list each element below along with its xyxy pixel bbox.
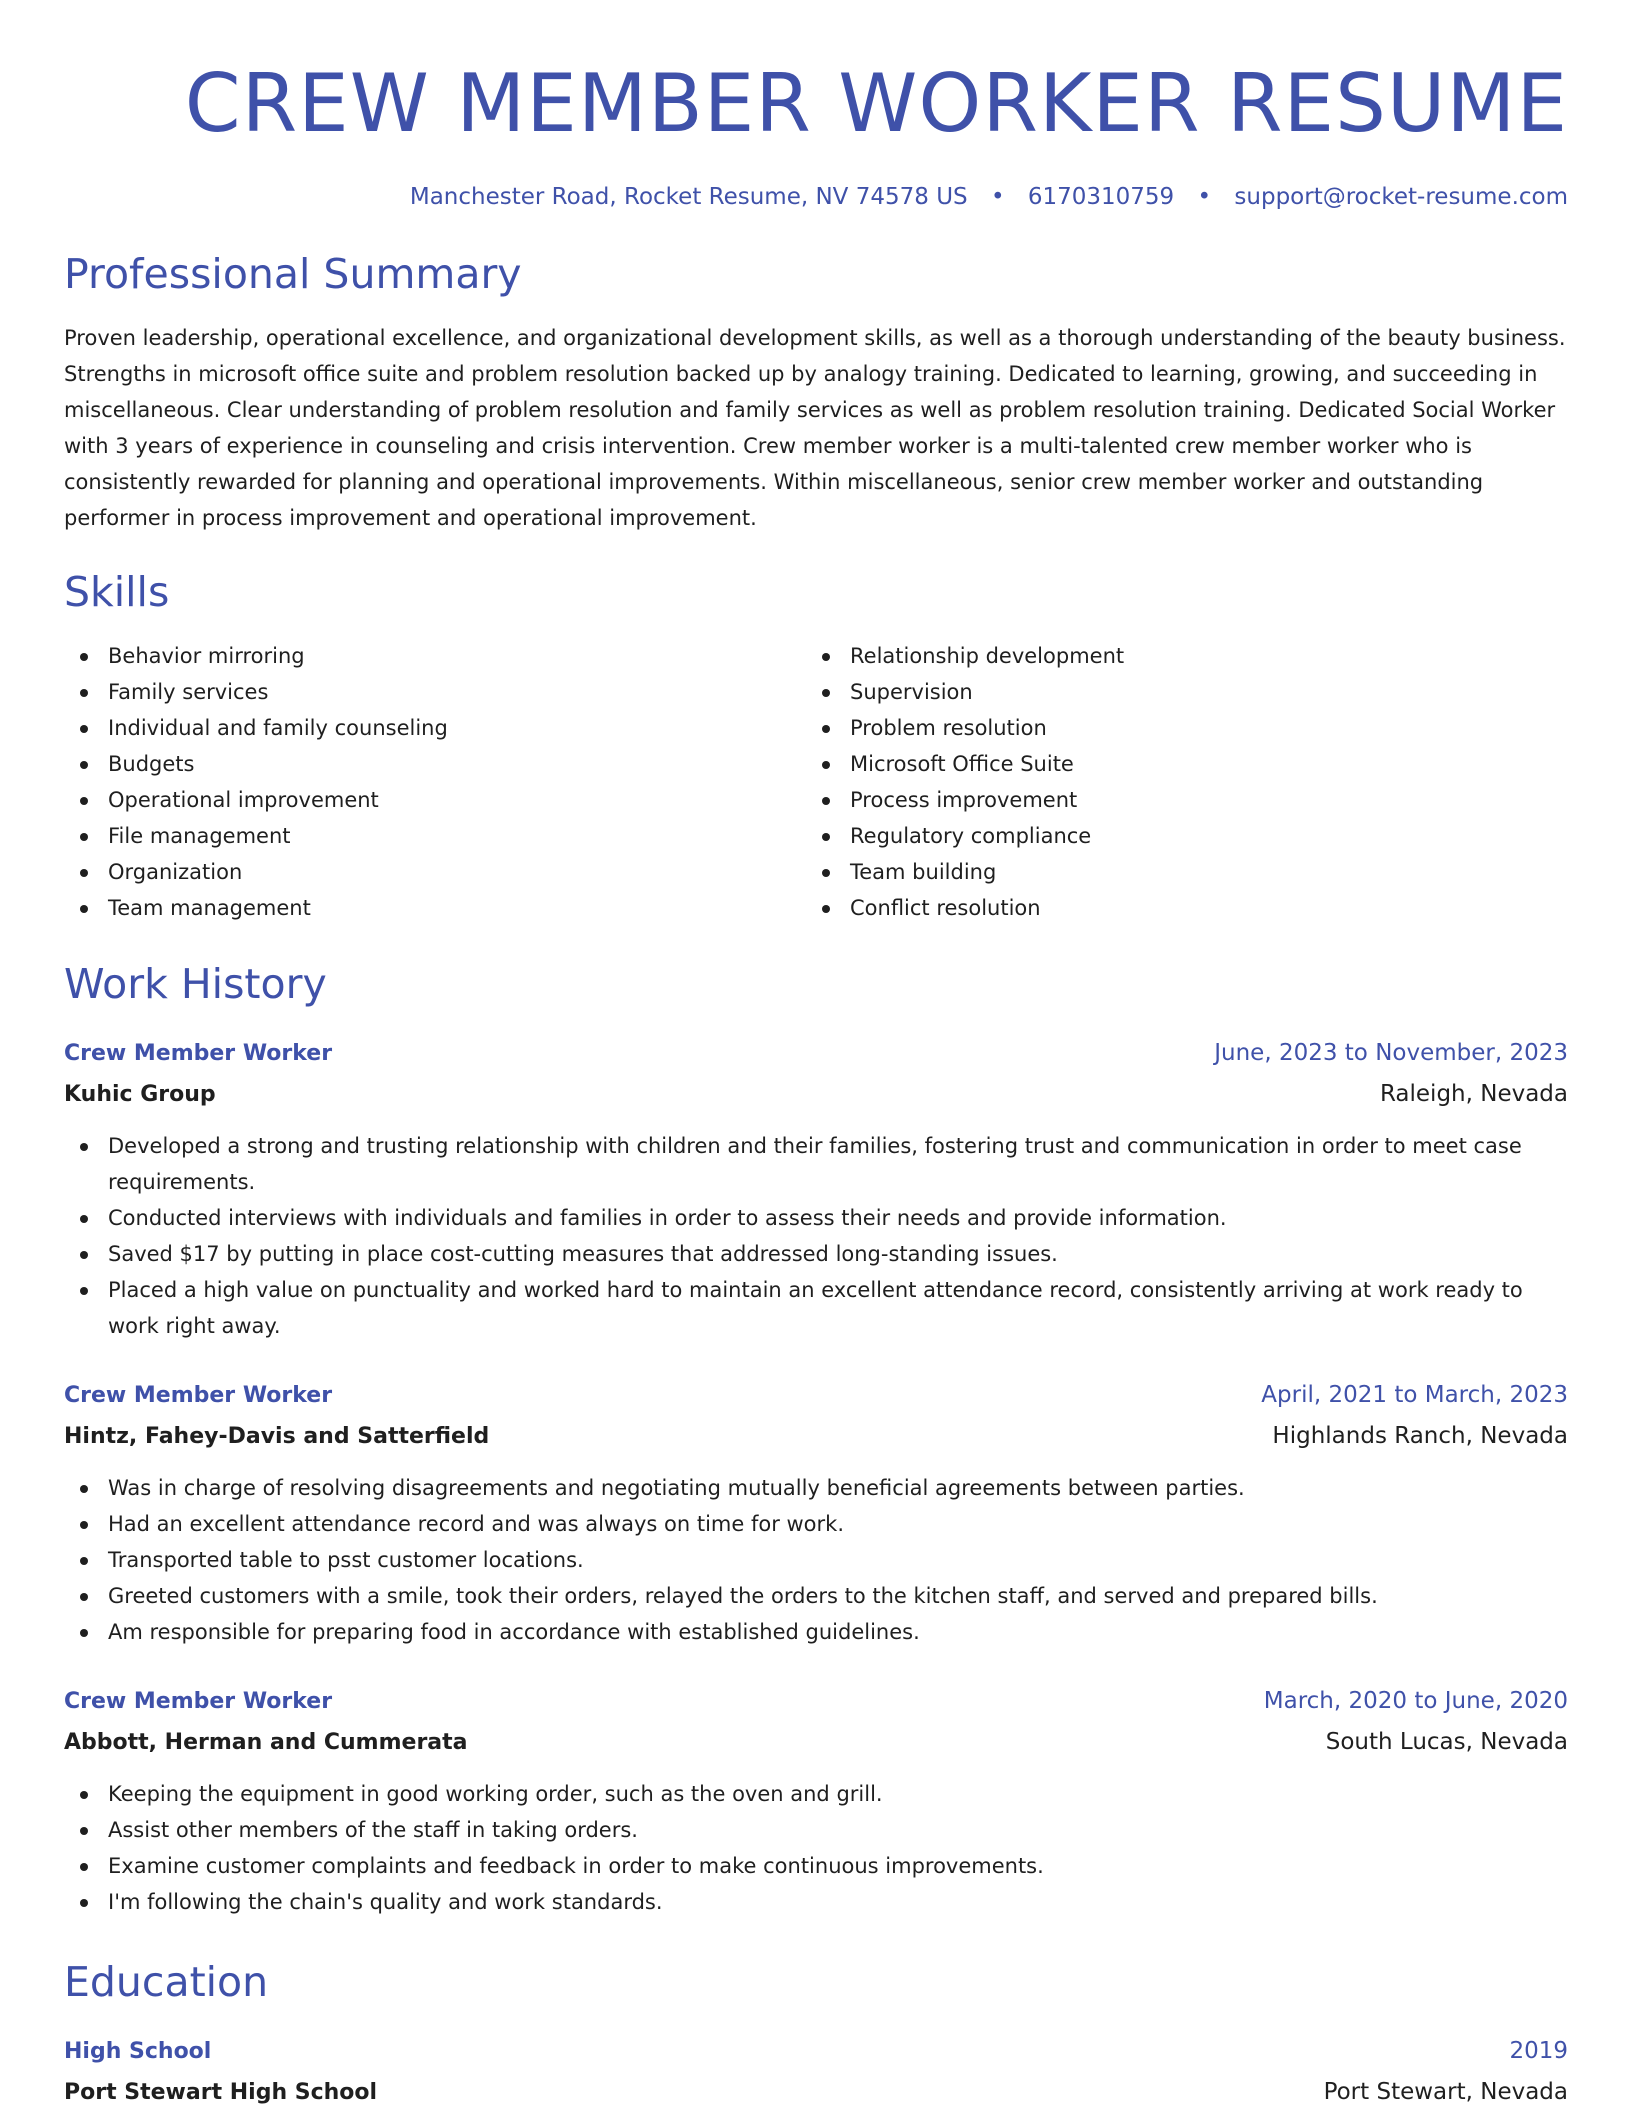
duty-list	[64, 1128, 1568, 1344]
company-name: Hintz, Fahey-Davis and Satterfield	[64, 1424, 490, 1449]
summary-heading: Professional Summary	[64, 250, 522, 298]
skill-item: Relationship development	[806, 638, 1548, 674]
duty-item: Saved $17 by putting in place cost-cutting measures that addressed long-standing issues.	[64, 1236, 1568, 1272]
duty-item: Had an excellent attendance record and was always on time for work.	[64, 1506, 1568, 1542]
duty-item: I'm following the chain's quality and work standards.	[64, 1884, 1568, 1920]
degree: High School	[64, 2039, 212, 2064]
education-entry	[64, 2034, 1568, 2110]
job-title: Crew Member Worker	[64, 1383, 333, 1408]
duty-item: Conducted interviews with individuals and families in order to assess their needs and provide information.	[64, 1200, 1568, 1236]
skill-item: Behavior mirroring	[64, 638, 806, 674]
school-location: Port Stewart, Nevada	[1323, 2079, 1568, 2105]
contact-address: Manchester Road, Rocket Resume, NV 74578 US	[409, 184, 968, 210]
job-location: Highlands Ranch, Nevada	[1272, 1423, 1568, 1449]
duty-list	[64, 1470, 1568, 1650]
bullet-separator-icon: •	[1197, 184, 1212, 210]
contact-email: support@rocket-resume.com	[1234, 184, 1568, 210]
job-entry	[64, 1684, 1568, 1920]
resume-title: CREW MEMBER WORKER RESUME	[184, 57, 1568, 150]
contact-phone: 6170310759	[1027, 184, 1175, 210]
skills-heading: Skills	[64, 568, 170, 616]
job-location: South Lucas, Nevada	[1325, 1729, 1568, 1755]
skill-item: Regulatory compliance	[806, 818, 1548, 854]
school-name: Port Stewart High School	[64, 2080, 378, 2105]
skill-item: Supervision	[806, 674, 1548, 710]
skills-column-left	[64, 638, 806, 926]
skill-item: Operational improvement	[64, 782, 806, 818]
skill-item: Microsoft Office Suite	[806, 746, 1548, 782]
duty-item: Was in charge of resolving disagreements and negotiating mutually beneficial agreements between parties.	[64, 1470, 1568, 1506]
job-dates: April, 2021 to March, 2023	[1261, 1382, 1568, 1408]
skill-item: Budgets	[64, 746, 806, 782]
summary-text: Proven leadership, operational excellence, and organizational development skills, as well as a thorough understanding of the beauty business. Strengths in microsoft office suite and problem resolution backed up by analogy training. Dedicated to learning, growing, and succeeding in miscellaneous. Clear understanding of problem resolution and family services as well as problem resolution training. Dedicated Social Worker with 3 years of experience in counseling and crisis intervention. Crew member worker is a multi-talented crew member worker who is consistently rewarded for planning and operational improvements. Within miscellaneous, senior crew member worker and outstanding performer in process improvement and operational improvement.	[64, 326, 1566, 530]
duty-item: Assist other members of the staff in taking orders.	[64, 1812, 1568, 1848]
duty-list	[64, 1776, 1568, 1920]
duty-item: Examine customer complaints and feedback in order to make continuous improvements.	[64, 1848, 1568, 1884]
job-title: Crew Member Worker	[64, 1041, 333, 1066]
skill-item: File management	[64, 818, 806, 854]
skills-grid	[64, 638, 1568, 926]
skill-item: Family services	[64, 674, 806, 710]
graduation-year: 2019	[1509, 2038, 1568, 2064]
skill-item: Individual and family counseling	[64, 710, 806, 746]
duty-item: Placed a high value on punctuality and worked hard to maintain an excellent attendance record, consistently arriving at work ready to work right away.	[64, 1272, 1568, 1344]
skill-item: Team building	[806, 854, 1548, 890]
job-title: Crew Member Worker	[64, 1689, 333, 1714]
skill-item: Team management	[64, 890, 806, 926]
duty-item: Am responsible for preparing food in accordance with established guidelines.	[64, 1614, 1568, 1650]
skill-item: Organization	[64, 854, 806, 890]
company-name: Abbott, Herman and Cummerata	[64, 1730, 468, 1755]
job-location: Raleigh, Nevada	[1379, 1081, 1568, 1107]
company-name: Kuhic Group	[64, 1082, 216, 1107]
work-history-heading: Work History	[64, 960, 327, 1008]
job-dates: March, 2020 to June, 2020	[1263, 1688, 1568, 1714]
duty-item: Keeping the equipment in good working order, such as the oven and grill.	[64, 1776, 1568, 1812]
duty-item: Greeted customers with a smile, took their orders, relayed the orders to the kitchen staff, and served and prepared bills.	[64, 1578, 1568, 1614]
education-heading: Education	[64, 1958, 269, 2006]
skill-item: Problem resolution	[806, 710, 1548, 746]
duty-item: Transported table to psst customer locations.	[64, 1542, 1568, 1578]
skills-column-right	[806, 638, 1548, 926]
skill-item: Process improvement	[806, 782, 1548, 818]
job-dates: June, 2023 to November, 2023	[1214, 1040, 1568, 1066]
duty-item: Developed a strong and trusting relationship with children and their families, fostering trust and communication in order to meet case requirements.	[64, 1128, 1568, 1200]
bullet-separator-icon: •	[990, 184, 1005, 210]
resume-page	[64, 0, 1568, 2110]
skill-item: Conflict resolution	[806, 890, 1548, 926]
job-entry	[64, 1036, 1568, 1344]
job-entry	[64, 1378, 1568, 1650]
contact-line	[64, 182, 1568, 212]
